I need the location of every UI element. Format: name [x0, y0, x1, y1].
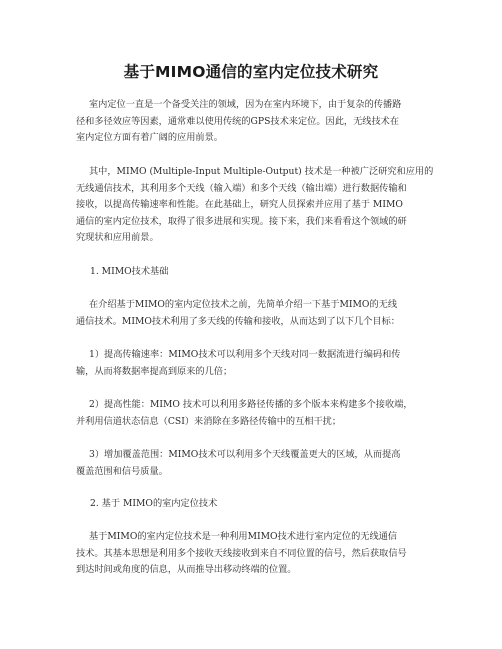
section-heading-1: 1. MIMO技术基础: [90, 266, 169, 277]
paragraph-mimo-basics: [76, 297, 436, 330]
paragraph-mimo-positioning: [76, 529, 436, 579]
text-line: 无线通信技术，其利用多个天线（输入端）和多个天线（输出端）进行数据传输和: [76, 182, 407, 194]
text-line: 3）增加覆盖范围：MIMO技术可以利用多个天线覆盖更大的区域，从而提高: [89, 449, 401, 460]
text-line: 通信的室内定位技术，取得了很多进展和实现。接下来，我们来看看这个领域的研: [76, 215, 407, 227]
document-title: 基于MIMO通信的室内定位技术研究: [123, 63, 379, 81]
paragraph-goal-coverage: [76, 447, 436, 480]
text-line: 技术。其基本思想是利用多个接收天线接收到来自不同位置的信号，然后获取信号: [76, 547, 407, 559]
text-line: 并利用信道状态信息（CSI）来消除在多路径传输中的互相干扰；: [76, 415, 342, 427]
text-line: 基于MIMO的室内定位技术是一种利用MIMO技术进行室内定位的无线通信: [89, 531, 398, 542]
text-line: 2）提高性能：MIMO 技术可以利用多路径传播的多个版本来构建多个接收端，: [89, 399, 413, 410]
paragraph-goal-performance: [76, 397, 436, 430]
text-line: 接收，以提高传输速率和性能。在此基础上，研究人员探索并应用了基于 MIMO: [76, 199, 403, 210]
text-line: 室内定位方面有着广阔的应用前景。: [76, 132, 223, 143]
text-line: 输，从而将数据率提高到原来的几倍；: [76, 365, 233, 377]
section-heading-2: 2. 基于 MIMO的室内定位技术: [90, 498, 218, 509]
text-line: 其中，MIMO (Multiple-Input Multiple-Output) 技术是一种被广泛研究和应用的: [89, 166, 434, 177]
text-line: 究现状和应用前景。: [76, 232, 159, 243]
text-line: 在介绍基于MIMO的室内定位技术之前，先简单介绍一下基于MIMO的无线: [89, 299, 398, 310]
text-line: 通信技术。MIMO技术利用了多天线的传输和接收，从而达到了以下几个目标：: [76, 315, 400, 327]
text-line: 到达时间或角度的信息，从而推导出移动终端的位置。: [76, 564, 297, 575]
text-line: 室内定位一直是一个备受关注的领域，因为在室内环境下，由于复杂的传播路: [89, 99, 402, 110]
text-line: 1）提高传输速率：MIMO技术可以利用多个天线对同一数据流进行编码和传: [89, 349, 401, 360]
paragraph-mimo-overview: [76, 164, 436, 247]
text-line: 径和多径效应等因素，通常难以使用传统的GPS技术来定位。因此，无线技术在: [76, 115, 400, 127]
paragraph-intro: [76, 97, 436, 147]
text-line: 覆盖范围和信号质量。: [76, 465, 168, 477]
paragraph-goal-rate: [76, 347, 436, 380]
